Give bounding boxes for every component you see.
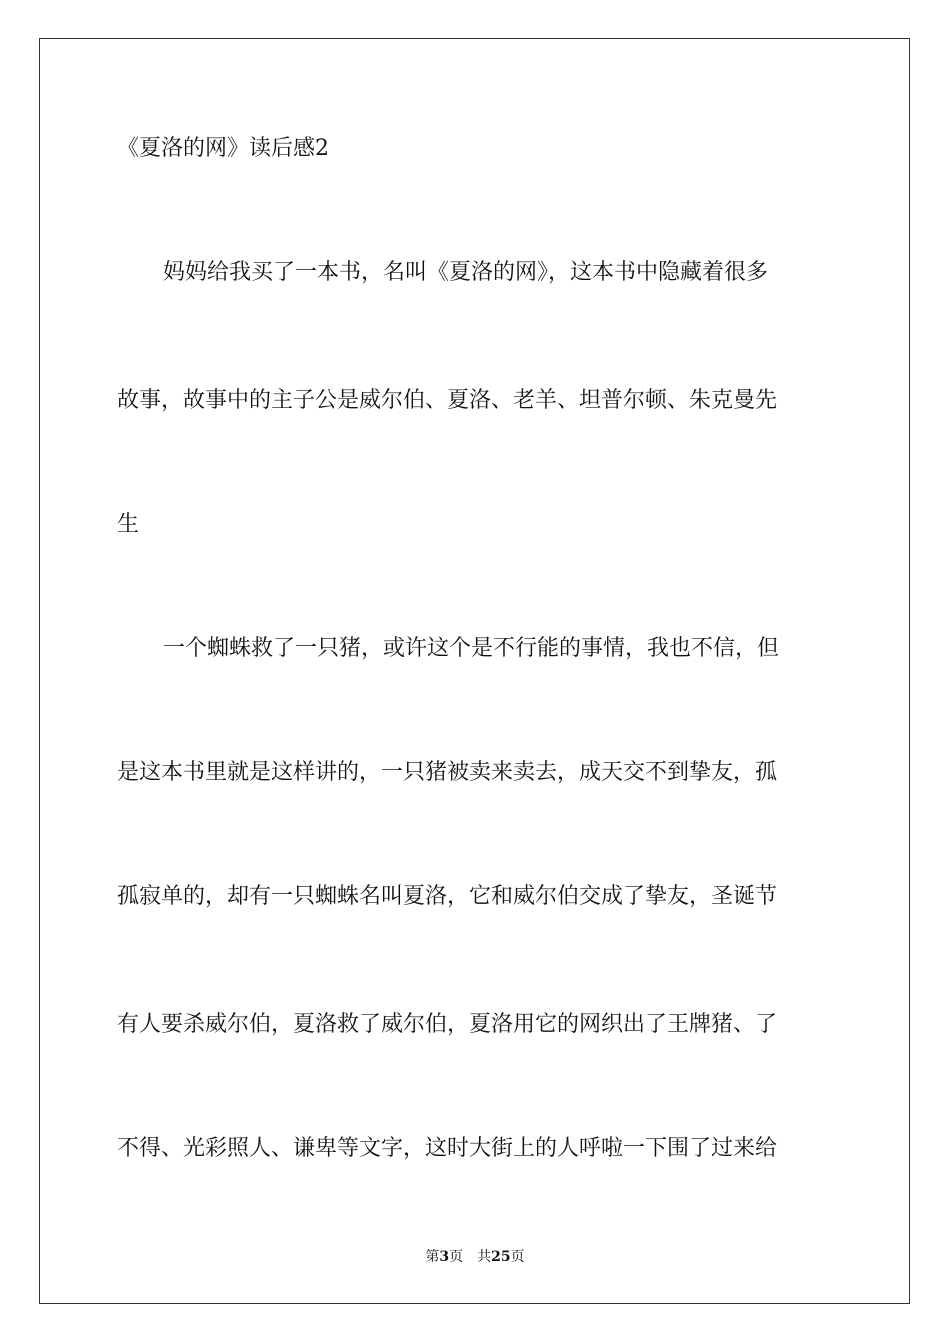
paragraph-line: 一个蜘蛛救了一只猪，或许这个是不行能的事情，我也不信，但 — [163, 636, 780, 661]
paragraph-line: 是这本书里就是这样讲的，一只猪被卖来卖去，成天交不到挚友，孤 — [117, 760, 778, 785]
paragraph-line: 不得、光彩照人、谦卑等文字，这时大街上的人呼啦一下围了过来给 — [117, 1136, 778, 1161]
page-number: 3 — [439, 1249, 450, 1265]
page-suffix: 页 — [449, 1249, 464, 1265]
page-border — [39, 38, 910, 1304]
paragraph-line: 故事，故事中的主子公是威尔伯、夏洛、老羊、坦普尔顿、朱克曼先 — [117, 388, 778, 413]
total-prefix: 共 — [477, 1249, 492, 1265]
paragraph-line: 孤寂单的，却有一只蜘蛛名叫夏洛，它和威尔伯交成了挚友，圣诞节 — [117, 884, 778, 909]
paragraph-line: 生 — [117, 512, 140, 537]
total-suffix: 页 — [510, 1249, 525, 1265]
document-title: 《夏洛的网》读后感2 — [117, 136, 329, 161]
paragraph-line: 妈妈给我买了一本书，名叫《夏洛的网》，这本书中隐藏着很多 — [163, 260, 769, 285]
paragraph-line: 有人要杀威尔伯，夏洛救了威尔伯，夏洛用它的网织出了王牌猪、了 — [117, 1012, 778, 1037]
page-footer — [0, 1248, 950, 1266]
total-pages: 25 — [491, 1249, 511, 1265]
page-prefix: 第 — [425, 1249, 440, 1265]
